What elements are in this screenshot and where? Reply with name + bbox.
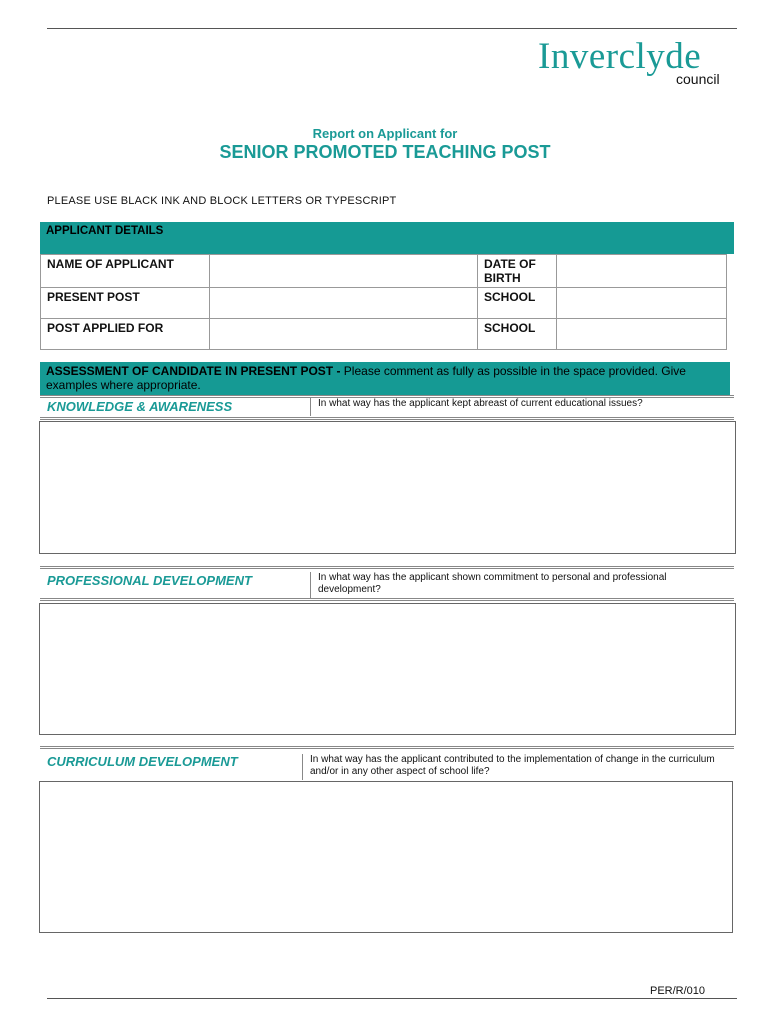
- top-rule: [47, 28, 737, 29]
- form-title: SENIOR PROMOTED TEACHING POST: [219, 142, 551, 162]
- section-divider: [40, 417, 734, 420]
- applicant-details-table: [40, 254, 727, 350]
- dob-field[interactable]: [557, 255, 727, 288]
- knowledge-title: KNOWLEDGE & AWARENESS: [47, 399, 233, 414]
- applied-school-field[interactable]: [557, 319, 727, 350]
- applicant-details-header: [40, 222, 734, 254]
- professional-title: PROFESSIONAL DEVELOPMENT: [47, 573, 252, 588]
- applicant-details-heading: APPLICANT DETAILS: [46, 225, 164, 237]
- curriculum-question: In what way has the applicant contributed to the implementation of change in the curriculum and/or in any other aspect of school life?: [302, 754, 720, 780]
- applied-school-label: SCHOOL: [478, 319, 557, 350]
- knowledge-answer-box[interactable]: [39, 421, 736, 554]
- bottom-rule: [47, 998, 737, 999]
- assessment-heading-bold: ASSESSMENT OF CANDIDATE IN PRESENT POST -: [46, 364, 341, 378]
- form-code: PER/R/010: [650, 985, 706, 997]
- present-school-label: SCHOOL: [478, 288, 557, 319]
- post-applied-field[interactable]: [210, 319, 478, 350]
- name-label: NAME OF APPLICANT: [41, 255, 210, 288]
- logo-sub: council: [676, 71, 720, 87]
- post-applied-label: POST APPLIED FOR: [41, 319, 210, 350]
- form-subtitle: Report on Applicant for: [312, 126, 458, 141]
- assessment-header: [40, 362, 730, 395]
- curriculum-title: CURRICULUM DEVELOPMENT: [47, 754, 238, 769]
- table-row: [41, 319, 727, 350]
- table-row: [41, 255, 727, 288]
- assessment-heading-rest: Please comment as fully as possible in the space provided. Give examples where appropriate.: [46, 364, 686, 392]
- name-field[interactable]: [210, 255, 478, 288]
- table-row: [41, 288, 727, 319]
- section-divider: [40, 598, 734, 601]
- present-school-field[interactable]: [557, 288, 727, 319]
- assessment-heading: [46, 364, 726, 392]
- curriculum-answer-box[interactable]: [39, 781, 733, 933]
- logo-name: Inverclyde: [538, 36, 702, 77]
- knowledge-question: In what way has the applicant kept abreast of current educational issues?: [310, 398, 728, 416]
- dob-label: DATE OF BIRTH: [478, 255, 557, 288]
- professional-question: In what way has the applicant shown commitment to personal and professional development?: [310, 572, 678, 598]
- present-post-field[interactable]: [210, 288, 478, 319]
- professional-answer-box[interactable]: [39, 603, 736, 735]
- present-post-label: PRESENT POST: [41, 288, 210, 319]
- instructions: PLEASE USE BLACK INK AND BLOCK LETTERS OR TYPESCRIPT: [47, 195, 397, 207]
